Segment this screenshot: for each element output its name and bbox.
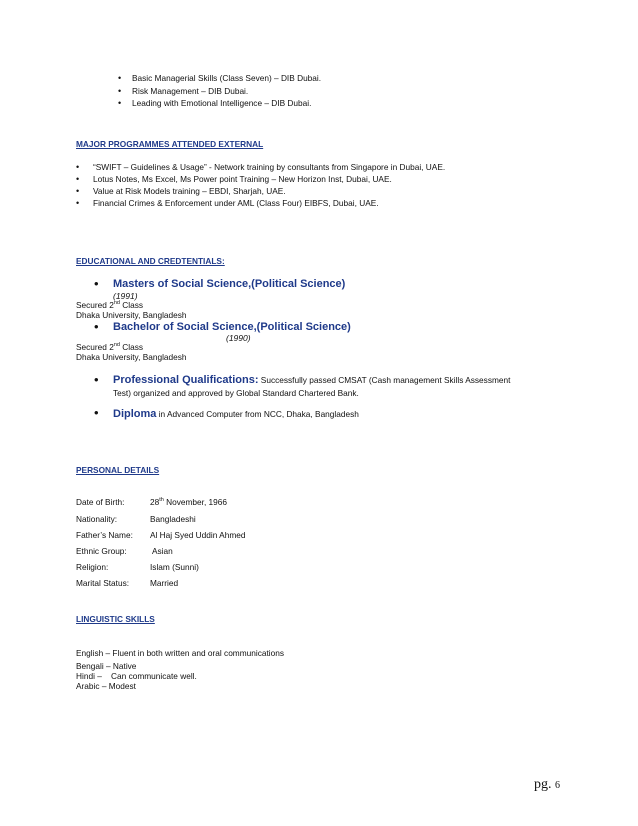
religion-value: Islam (Sunni) <box>150 562 199 572</box>
list-item: Leading with Emotional Intelligence – DIB Dubai. <box>132 98 312 108</box>
bullet-icon: • <box>76 186 80 196</box>
degree-class-bachelor: Secured 2nd Class <box>76 342 144 352</box>
language-arabic: Arabic – Modest <box>76 681 136 691</box>
list-item: Value at Risk Models training – EBDI, Sharjah, UAE. <box>93 186 286 196</box>
page-number: pg. 6 <box>534 777 560 792</box>
bullet-icon: • <box>118 73 122 83</box>
list-item: Financial Crimes & Enforcement under AML (Class Four) EIBFS, Dubai, UAE. <box>93 198 379 208</box>
section-heading-education: EDUCATIONAL AND CREDTENTIALS: <box>76 256 225 266</box>
section-heading-external: MAJOR PROGRAMMES ATTENDED EXTERNAL <box>76 139 264 149</box>
bullet-icon: • <box>118 86 122 96</box>
degree-year-bachelor: (1990) <box>226 333 251 343</box>
dob-label: Date of Birth: <box>76 497 125 507</box>
bullet-icon: • <box>76 174 80 184</box>
list-item: Lotus Notes, Ms Excel, Ms Power point Training – New Horizon Inst, Dubai, UAE. <box>93 174 392 184</box>
bullet-icon: • <box>94 372 99 387</box>
list-item: “SWIFT – Guidelines & Usage” - Network training by consultants from Singapore in Dubai, UAE. <box>93 162 446 172</box>
marital-status-label: Marital Status: <box>76 578 130 588</box>
degree-title-bachelor: Bachelor of Social Science,(Political Science) <box>113 321 351 333</box>
diploma: Diploma in Advanced Computer from NCC, Dhaka, Bangladesh <box>113 408 359 420</box>
bullet-icon: • <box>94 405 99 420</box>
list-item: Basic Managerial Skills (Class Seven) – DIB Dubai. <box>132 73 322 83</box>
father-name-value: Al Haj Syed Uddin Ahmed <box>150 530 246 540</box>
bullet-icon: • <box>94 319 99 334</box>
bullet-icon: • <box>76 162 80 172</box>
dob-value: 28th November, 1966 <box>150 497 228 507</box>
nationality-label: Nationality: <box>76 514 118 524</box>
bullet-icon: • <box>118 98 122 108</box>
degree-year-masters: (1991) <box>113 291 138 301</box>
nationality-value: Bangladeshi <box>150 514 196 524</box>
language-bengali: Bengali – Native <box>76 661 137 671</box>
bullet-icon: • <box>94 276 99 291</box>
ethnic-group-label: Ethnic Group: <box>76 546 127 556</box>
professional-qualifications: Professional Qualifications: Successfully passed CMSAT (Cash management Skills Assessment Test) organized and approved by Global Standard Chartered Bank. <box>113 374 511 398</box>
list-item: Risk Management – DIB Dubai. <box>132 86 249 96</box>
father-name-label: Father’s Name: <box>76 530 133 540</box>
language-hindi: Hindi – Can communicate well. <box>76 671 197 681</box>
section-heading-personal: PERSONAL DETAILS <box>76 465 160 475</box>
degree-university-masters: Dhaka University, Bangladesh <box>76 310 187 320</box>
degree-university-bachelor: Dhaka University, Bangladesh <box>76 352 187 362</box>
bullet-icon: • <box>76 198 80 208</box>
ethnic-group-value: Asian <box>152 546 173 556</box>
language-english: English – Fluent in both written and oral communications <box>76 648 284 658</box>
marital-status-value: Married <box>150 578 179 588</box>
section-heading-linguistic: LINGUISTIC SKILLS <box>76 614 155 624</box>
degree-title-masters: Masters of Social Science,(Political Science) <box>113 278 346 290</box>
religion-label: Religion: <box>76 562 109 572</box>
degree-class-masters: Secured 2nd Class <box>76 300 144 310</box>
